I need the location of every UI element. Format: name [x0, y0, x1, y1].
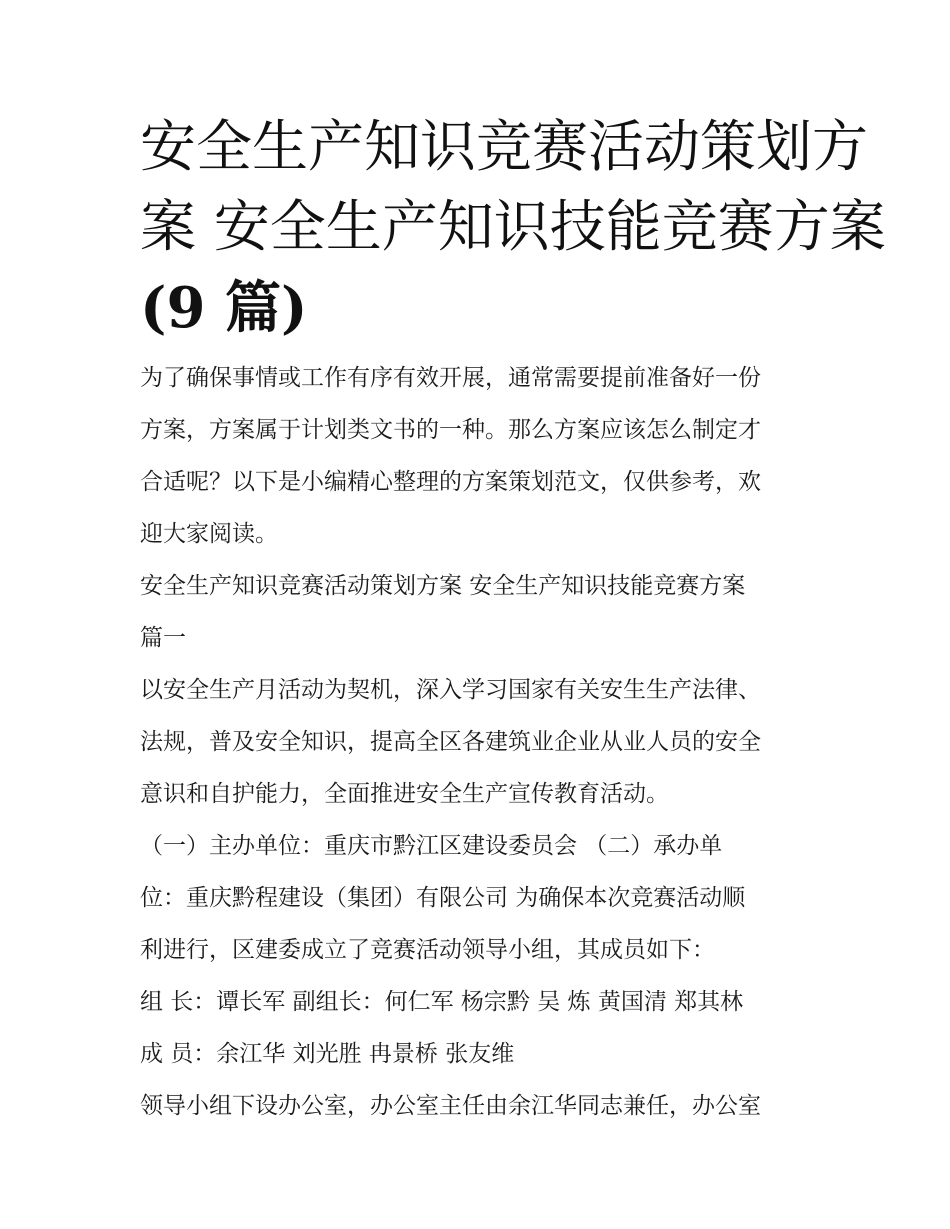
group-member-line: 成 员：余江华 刘光胜 冉景桥 张友维	[140, 1041, 515, 1067]
group-leader-line: 组 长：谭长军 副组长：何仁军 杨宗黔 吴 炼 黄国清 郑其林	[140, 989, 744, 1015]
heading-line: 安全生产知识竞赛活动策划方案 安全生产知识技能竞赛方案	[140, 573, 746, 599]
paragraph-line: 方案，方案属于计划类文书的一种。那么方案应该怎么制定才	[140, 417, 761, 443]
section-heading	[140, 566, 830, 670]
purpose-paragraph	[140, 670, 830, 826]
organizer-paragraph	[140, 826, 830, 982]
leadership-group-list	[140, 982, 830, 1086]
paragraph-line: 法规，普及安全知识，提高全区各建筑业企业从业人员的安全	[140, 729, 761, 755]
paragraph-line: 领导小组下设办公室，办公室主任由余江华同志兼任，办公室	[140, 1093, 761, 1119]
heading-line: 篇一	[140, 625, 186, 651]
office-paragraph	[140, 1086, 830, 1138]
paragraph-line: 合适呢？以下是小编精心整理的方案策划范文，仅供参考，欢	[140, 469, 761, 495]
paragraph-line: 迎大家阅读。	[140, 521, 278, 547]
intro-paragraph	[140, 358, 830, 566]
paragraph-line: 以安全生产月活动为契机，深入学习国家有关安生生产法律、	[140, 677, 761, 703]
paragraph-line: 为了确保事情或工作有序有效开展，通常需要提前准备好一份	[140, 365, 761, 391]
document-body	[140, 358, 830, 1138]
paragraph-line: （一）主办单位：重庆市黔江区建设委员会 （二）承办单	[140, 833, 723, 859]
paragraph-line: 位：重庆黔程建设（集团）有限公司 为确保本次竞赛活动顺	[140, 885, 746, 911]
title-line: 安全生产知识竞赛活动策划方	[140, 115, 868, 180]
title-line: (9 篇)	[140, 275, 308, 341]
paragraph-line: 意识和自护能力，全面推进安全生产宣传教育活动。	[140, 781, 669, 807]
document-title	[140, 108, 886, 348]
title-line: 案 安全生产知识技能竞赛方案	[140, 195, 886, 260]
paragraph-line: 利进行，区建委成立了竞赛活动领导小组，其成员如下：	[140, 937, 715, 963]
